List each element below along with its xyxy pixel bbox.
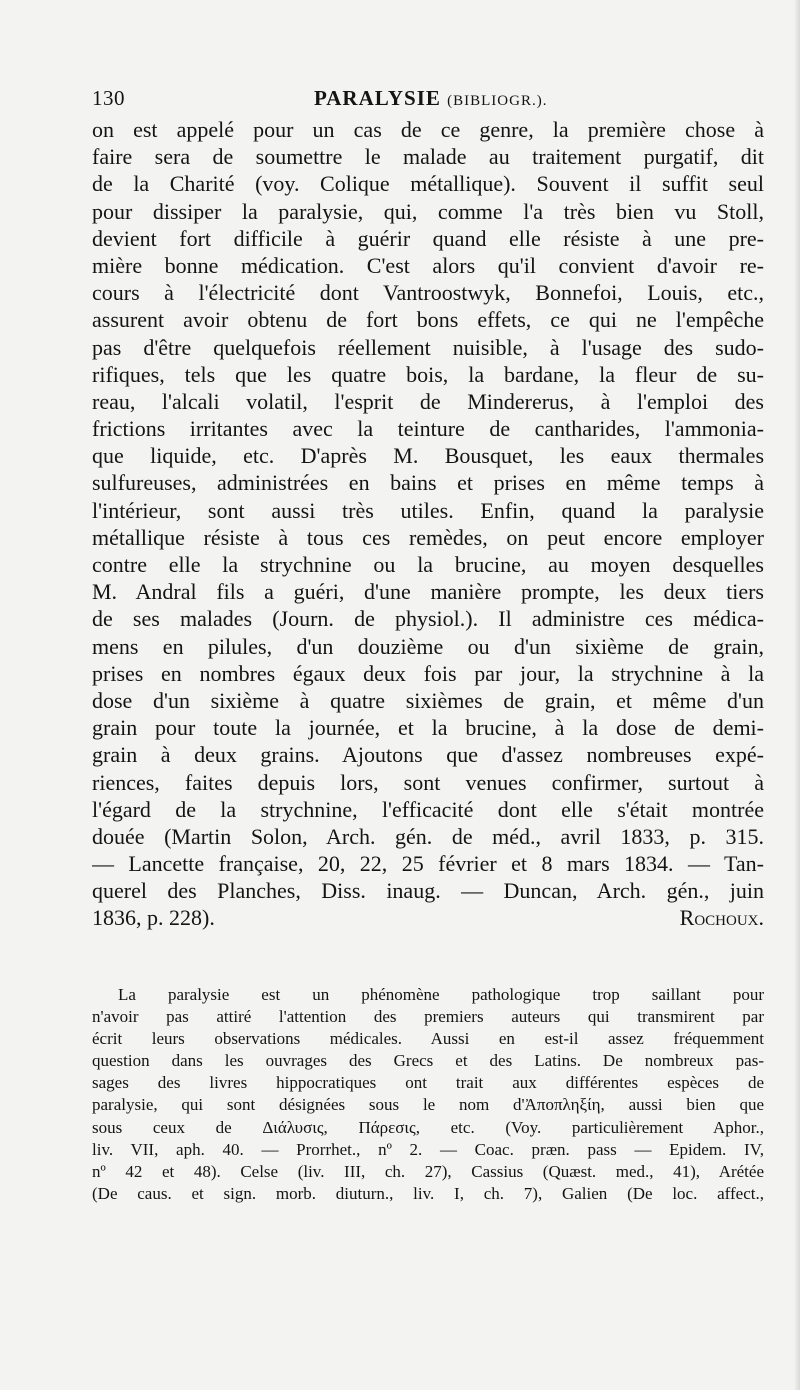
text-line: grain pour toute la journée, et la brucine, à la dose de demi-: [92, 715, 764, 741]
text-line: l'égard de la strychnine, l'efficacité dont elle s'était montrée: [92, 796, 764, 822]
text-line: M. Andral fils a guéri, d'une manière prompte, les deux tiers: [92, 579, 764, 605]
text-line: question dans les ouvrages des Grecs et des Latins. De nombreux pas-: [92, 1051, 764, 1071]
page-edge-shadow: [794, 0, 800, 1390]
text-line: mens en pilules, d'un douzième ou d'un sixième de grain,: [92, 633, 764, 659]
text-line: sous ceux de Διάλυσις, Πάρεσις, etc. (Voy. particulièrement Aphor.,: [92, 1117, 764, 1137]
text-line: nº 42 et 48). Celse (liv. III, ch. 27), Cassius (Quæst. med., 41), Arétée: [92, 1161, 764, 1181]
text-line: faire sera de soumettre le malade au traitement purgatif, dit: [92, 144, 764, 170]
text-line: douée (Martin Solon, Arch. gén. de méd., avril 1833, p. 315.: [92, 823, 764, 849]
text-line: l'intérieur, sont aussi très utiles. Enfin, quand la paralysie: [92, 497, 764, 523]
text-line: n'avoir pas attiré l'attention des premiers auteurs qui transmirent par: [92, 1007, 764, 1027]
text-line: pour dissiper la paralysie, qui, comme l'a très bien vu Stoll,: [92, 198, 764, 224]
text-line: on est appelé pour un cas de ce genre, la première chose à: [92, 117, 764, 142]
text-line: assurent avoir obtenu de fort bons effets, ce qui ne l'empêche: [92, 307, 764, 333]
text-line: de ses malades (Journ. de physiol.). Il administre ces médica-: [92, 606, 764, 632]
text-line: devient fort difficile à guérir quand elle résiste à une pre-: [92, 225, 764, 251]
text-line: paralysie, qui sont désignées sous le nom d'Ἀποπληξίη, aussi bien que: [92, 1095, 764, 1115]
text-line: rifiques, tels que les quatre bois, la bardane, la fleur de su-: [92, 361, 764, 387]
text-line: — Lancette française, 20, 22, 25 février et 8 mars 1834. — Tan-: [92, 851, 764, 877]
text-line: de la Charité (voy. Colique métallique). Souvent il suffit seul: [92, 171, 764, 197]
running-head-title: PARALYSIE: [314, 86, 441, 110]
text-line: dose d'un sixième à quatre sixièmes de grain, et même d'un: [92, 687, 764, 713]
text-line: grain à deux grains. Ajoutons que d'assez nombreuses expé-: [92, 742, 764, 768]
text-line: sages des livres hippocratiques ont trait aux différentes espèces de: [92, 1073, 764, 1093]
text-line: frictions irritantes avec la teinture de cantharides, l'ammonia-: [92, 416, 764, 442]
text-line: (De caus. et sign. morb. diuturn., liv. I, ch. 7), Galien (De loc. affect.,: [92, 1183, 764, 1203]
text-line-last-content: 1836, p. 228).: [92, 905, 215, 931]
text-line: pas d'être quelquefois réellement nuisible, à l'usage des sudo-: [92, 334, 764, 360]
text-line: écrit leurs observations médicales. Aussi en est-il assez fréquemment: [92, 1029, 764, 1049]
text-line: reau, l'alcali volatil, l'esprit de Mindererus, à l'emploi des: [92, 388, 764, 414]
text-line-last: [92, 904, 764, 931]
text-line: mière bonne médication. C'est alors qu'il convient d'avoir re-: [92, 252, 764, 278]
main-paragraph: [92, 116, 764, 932]
author-signature: Rochoux.: [679, 905, 764, 931]
text-line: prises en nombres égaux deux fois par jour, la strychnine à la: [92, 660, 764, 686]
text-line: cours à l'électricité dont Vantroostwyk, Bonnefoi, Louis, etc.,: [92, 280, 764, 306]
bibliography-paragraph: [92, 984, 764, 1205]
text-line: métallique résiste à tous ces remèdes, on peut encore employer: [92, 524, 764, 550]
text-line: que liquide, etc. D'après M. Bousquet, les eaux thermales: [92, 443, 764, 469]
text-line: riences, faites depuis lors, sont venues confirmer, surtout à: [92, 769, 764, 795]
text-line: querel des Planches, Diss. inaug. — Duncan, Arch. gén., juin: [92, 878, 764, 904]
text-line: sulfureuses, administrées en bains et prises en même temps à: [92, 470, 764, 496]
page-number: 130: [92, 86, 125, 110]
running-head: [314, 86, 547, 111]
text-line: La paralysie est un phénomène pathologique trop saillant pour: [118, 985, 764, 1004]
text-line: liv. VII, aph. 40. — Prorrhet., nº 2. — Coac. præn. pass — Epidem. IV,: [92, 1139, 764, 1159]
text-line: contre elle la strychnine ou la brucine, au moyen desquelles: [92, 552, 764, 577]
running-head-subtitle: (BIBLIOGR.).: [447, 93, 548, 109]
